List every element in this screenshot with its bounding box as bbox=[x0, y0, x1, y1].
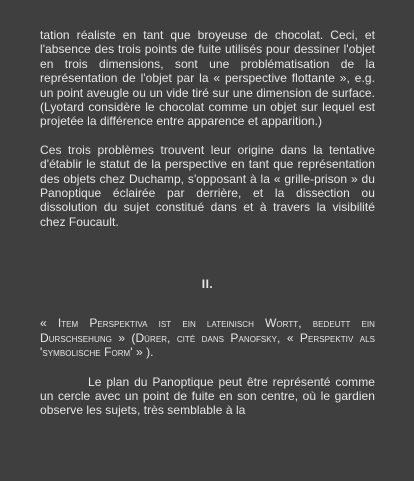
paragraph-2: Ces trois problèmes trouvent leur origine dans la tentative d'établir le statut de la perspective en tant que représentation des objets chez Duchamp, s'opposant à la « grille-prison » du Panoptique éclairée par derrière, et la dissection ou dissolution du sujet constitué dans et à travers la visibilité chez Foucault. bbox=[40, 142, 375, 229]
epigraph-quote: « Item Perspektiva ist ein lateinisch Wortt, bedeutt ein Durschsehung » (Dürer, cité dans Panofsky, « Perspektiv als 'symbolische Form' » ). bbox=[40, 316, 375, 360]
section-heading: II. bbox=[201, 277, 214, 292]
document-page bbox=[40, 28, 375, 418]
paragraph-1: tation réaliste en tant que broyeuse de chocolat. Ceci, et l'absence des trois points de fuite utilisés pour dessiner l'objet en trois dimensions, sont une problématisation de la représentation de l'objet par la « perspective flottante », e.g. un point aveugle ou un vide tiré sur une dimension de surface. (Lyotard considère le chocolat comme un objet sur lequel est projetée la différence entre apparence et apparition.) bbox=[40, 28, 375, 129]
paragraph-3: Le plan du Panoptique peut être représenté comme un cercle avec un point de fuite en son centre, où le gardien observe les sujets, très semblable à la bbox=[40, 374, 375, 418]
